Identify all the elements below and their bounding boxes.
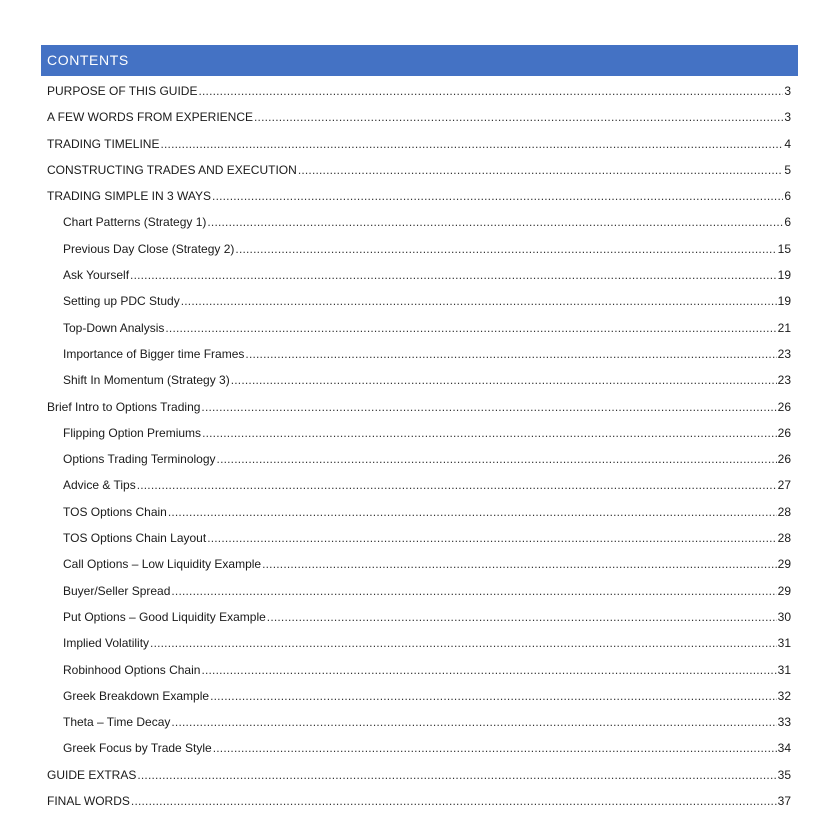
toc-entry-title: Call Options – Low Liquidity Example: [63, 557, 262, 572]
dot-leader: [235, 236, 776, 262]
toc-entry[interactable]: [47, 209, 791, 235]
toc-entry[interactable]: [47, 183, 791, 209]
toc-entry-title: Shift In Momentum (Strategy 3): [63, 373, 230, 388]
toc-entry[interactable]: [47, 236, 791, 262]
dot-leader: [150, 630, 777, 656]
toc-entry-title: Theta – Time Decay: [63, 715, 171, 730]
toc-entry-page-number: 15: [777, 241, 791, 256]
dot-leader: [245, 341, 776, 367]
toc-entry-title: Ask Yourself: [63, 268, 130, 283]
toc-entry-page-number: 19: [777, 294, 791, 309]
toc-entry-page-number: 4: [784, 136, 791, 151]
toc-entry[interactable]: [47, 735, 791, 761]
dot-leader: [131, 788, 777, 814]
toc-entry-page-number: 5: [784, 162, 791, 177]
dot-leader: [130, 262, 777, 288]
toc-entry-title: Previous Day Close (Strategy 2): [63, 241, 235, 256]
toc-entry-page-number: 19: [777, 268, 791, 283]
dot-leader: [165, 315, 776, 341]
toc-entry-page-number: 6: [784, 189, 791, 204]
toc-entry[interactable]: [47, 341, 791, 367]
toc-entry-page-number: 23: [777, 373, 791, 388]
toc-entry-page-number: 21: [777, 320, 791, 335]
toc-entry-page-number: 29: [777, 583, 791, 598]
toc-entry-page-number: 31: [777, 636, 791, 651]
toc-entry-page-number: 26: [777, 452, 791, 467]
dot-leader: [217, 446, 777, 472]
toc-entry-page-number: 28: [777, 531, 791, 546]
dot-leader: [201, 394, 776, 420]
dot-leader: [168, 499, 777, 525]
toc-entry-page-number: 28: [777, 504, 791, 519]
toc-entry-title: TRADING SIMPLE IN 3 WAYS: [47, 189, 212, 204]
toc-entry-page-number: 35: [777, 767, 791, 782]
toc-entry[interactable]: [47, 683, 791, 709]
contents-header: [41, 45, 798, 76]
toc-entry-page-number: 37: [777, 794, 791, 809]
toc-entry-page-number: 31: [777, 662, 791, 677]
toc-entry-page-number: 6: [784, 215, 791, 230]
toc-entry-title: Brief Intro to Options Trading: [47, 399, 201, 414]
toc-entry-page-number: 33: [777, 715, 791, 730]
toc-entry-title: Robinhood Options Chain: [63, 662, 201, 677]
contents-title: CONTENTS: [47, 52, 129, 68]
toc-entry-title: Greek Breakdown Example: [63, 688, 210, 703]
toc-entry[interactable]: [47, 709, 791, 735]
toc-entry-title: FINAL WORDS: [47, 794, 130, 809]
toc-entry-title: Implied Volatility: [63, 636, 150, 651]
toc-entry-page-number: 30: [777, 609, 791, 624]
dot-leader: [137, 762, 776, 788]
toc-entry[interactable]: [47, 394, 791, 420]
toc-entry[interactable]: [47, 472, 791, 498]
toc-entry-page-number: 26: [777, 399, 791, 414]
dot-leader: [231, 367, 777, 393]
toc-entry-page-number: 23: [777, 346, 791, 361]
toc-entry-title: Buyer/Seller Spread: [63, 583, 171, 598]
toc-entry[interactable]: [47, 78, 791, 104]
toc-entry-title: A FEW WORDS FROM EXPERIENCE: [47, 110, 254, 125]
toc-list: [47, 78, 791, 814]
toc-entry[interactable]: [47, 762, 791, 788]
dot-leader: [207, 209, 783, 235]
toc-entry-title: Greek Focus by Trade Style: [63, 741, 212, 756]
toc-entry-page-number: 26: [777, 425, 791, 440]
toc-entry[interactable]: [47, 367, 791, 393]
toc-entry[interactable]: [47, 499, 791, 525]
toc-entry-title: Put Options – Good Liquidity Example: [63, 609, 266, 624]
toc-entry-title: Importance of Bigger time Frames: [63, 346, 245, 361]
toc-entry[interactable]: [47, 262, 791, 288]
dot-leader: [171, 709, 776, 735]
toc-entry[interactable]: [47, 104, 791, 130]
dot-leader: [213, 735, 777, 761]
dot-leader: [212, 183, 783, 209]
toc-entry[interactable]: [47, 525, 791, 551]
toc-entry-page-number: 27: [777, 478, 791, 493]
toc-entry-title: CONSTRUCTING TRADES AND EXECUTION: [47, 162, 297, 177]
dot-leader: [262, 551, 777, 577]
toc-entry[interactable]: [47, 420, 791, 446]
toc-entry-title: Chart Patterns (Strategy 1): [63, 215, 207, 230]
toc-entry-title: Flipping Option Premiums: [63, 425, 202, 440]
toc-entry-title: TOS Options Chain Layout: [63, 531, 207, 546]
toc-entry[interactable]: [47, 288, 791, 314]
toc-entry[interactable]: [47, 604, 791, 630]
toc-entry[interactable]: [47, 657, 791, 683]
toc-entry-page-number: 3: [784, 84, 791, 98]
dot-leader: [210, 683, 777, 709]
toc-entry[interactable]: [47, 315, 791, 341]
dot-leader: [298, 157, 784, 183]
toc-entry-title: Top-Down Analysis: [63, 320, 165, 335]
toc-entry-page-number: 34: [777, 741, 791, 756]
toc-entry-page-number: 32: [777, 688, 791, 703]
dot-leader: [207, 525, 776, 551]
dot-leader: [137, 472, 777, 498]
dot-leader: [254, 104, 783, 130]
toc-entry-title: PURPOSE OF THIS GUIDE: [47, 84, 198, 98]
toc-entry-title: Options Trading Terminology: [63, 452, 216, 467]
dot-leader: [171, 578, 776, 604]
dot-leader: [201, 657, 776, 683]
toc-entry-page-number: 3: [784, 110, 791, 125]
toc-entry[interactable]: [47, 157, 791, 183]
toc-entry[interactable]: [47, 578, 791, 604]
dot-leader: [198, 78, 783, 104]
toc-entry-title: TOS Options Chain: [63, 504, 167, 519]
toc-entry[interactable]: [47, 788, 791, 814]
toc-entry-page-number: 29: [777, 557, 791, 572]
toc-entry[interactable]: [47, 446, 791, 472]
dot-leader: [181, 288, 777, 314]
toc-entry-title: Setting up PDC Study: [63, 294, 180, 309]
toc-entry[interactable]: [47, 630, 791, 656]
toc-entry[interactable]: [47, 131, 791, 157]
toc-entry[interactable]: [47, 551, 791, 577]
toc-entry-title: GUIDE EXTRAS: [47, 767, 137, 782]
dot-leader: [160, 131, 783, 157]
dot-leader: [202, 420, 777, 446]
toc-entry-title: Advice & Tips: [63, 478, 136, 493]
dot-leader: [267, 604, 777, 630]
toc-entry-title: TRADING TIMELINE: [47, 136, 160, 151]
